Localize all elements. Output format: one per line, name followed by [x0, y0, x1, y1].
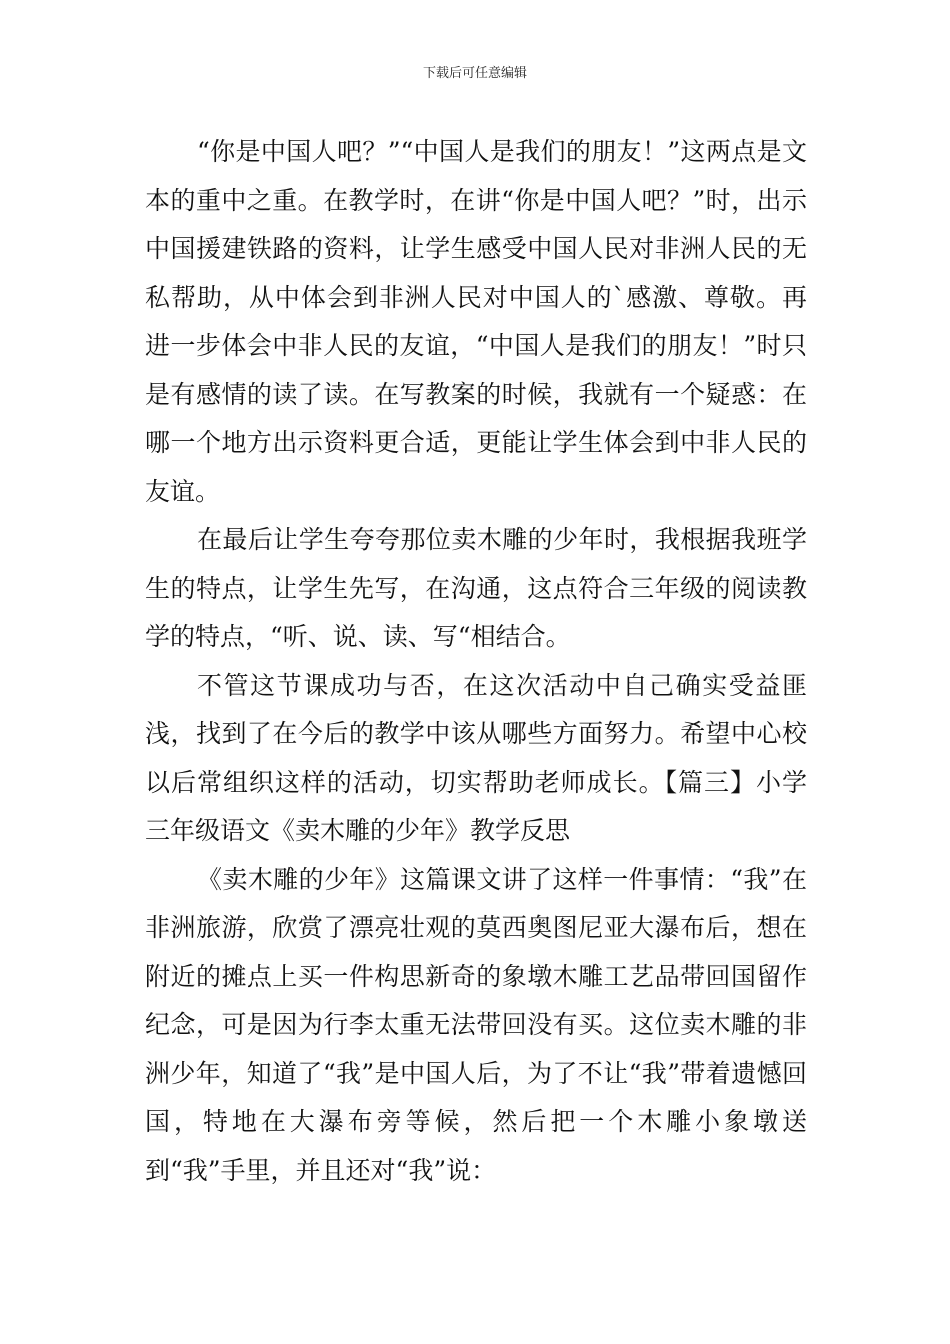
paragraph-2: 在最后让学生夸夸那位卖木雕的少年时，我根据我班学生的特点，让学生先写，在沟通，这点符合三年级的阅读教学的特点，“听、说、读、写“相结合。: [145, 525, 807, 651]
paragraph-1: “你是中国人吧？”“中国人是我们的朋友！”这两点是文本的重中之重。在教学时，在讲“你是中国人吧？”时，出示中国援建铁路的资料，让学生感受中国人民对非洲人民的无私帮助，从中体会到非洲人民对中国人的`感激、尊敬。再进一步体会中非人民的友谊，“中国人是我们的朋友！”时只是有感情的读了读。在写教案的时候，我就有一个疑惑：在哪一个地方出示资料更合适，更能让学生体会到中非人民的友谊。: [145, 137, 807, 506]
paragraph-4: 《卖木雕的少年》这篇课文讲了这样一件事情：“我”在非洲旅游，欣赏了漂亮壮观的莫西奥图尼亚大瀑布后，想在附近的摊点上买一件构思新奇的象墩木雕工艺品带回国留作纪念，可是因为行李太重无法带回没有买。这位卖木雕的非洲少年，知道了“我”是中国人后，为了不让“我”带着遗憾回国，特地在大瀑布旁等候，然后把一个木雕小象墩送到“我”手里，并且还对“我”说：: [145, 864, 807, 1185]
page-header: 下载后可任意编辑: [422, 66, 527, 81]
body-text: [145, 128, 807, 1195]
paragraph-3: 不管这节课成功与否，在这次活动中自己确实受益匪浅，找到了在今后的教学中该从哪些方面努力。希望中心校以后常组织这样的活动，切实帮助老师成长。【篇三】小学三年级语文《卖木雕的少年》教学反思: [145, 670, 807, 845]
